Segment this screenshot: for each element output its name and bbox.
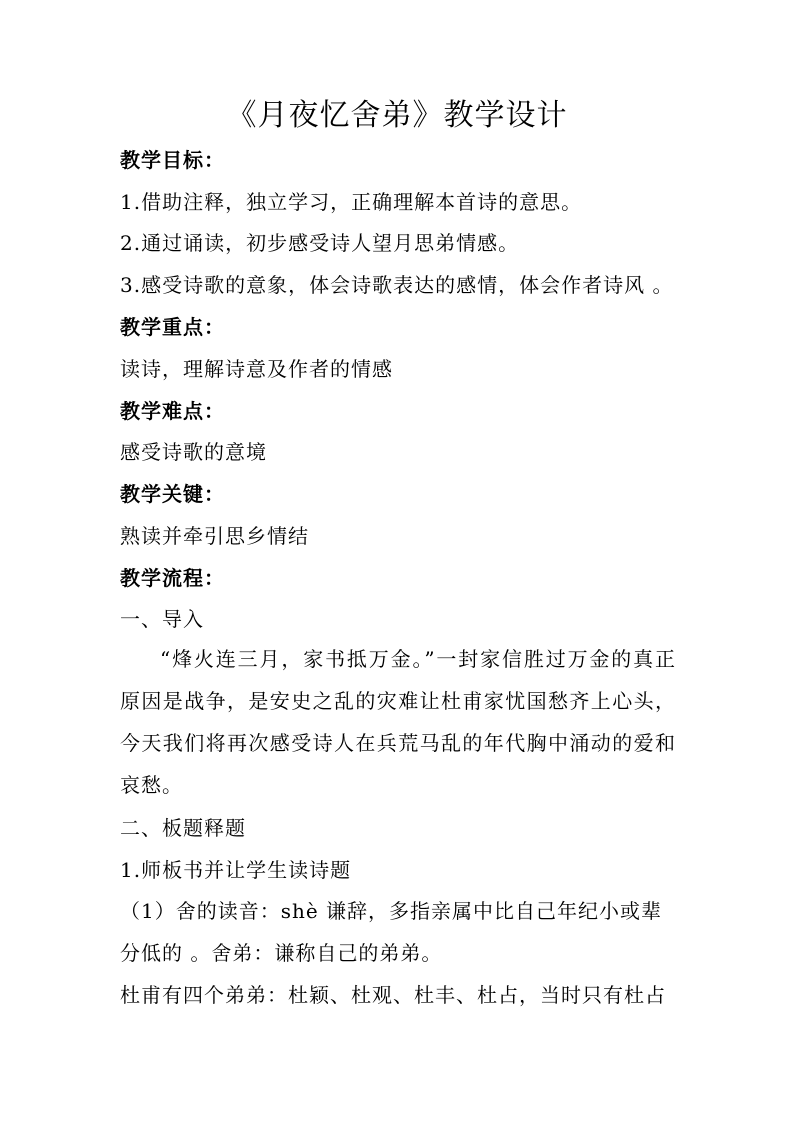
key-points-heading: 教学重点： xyxy=(120,315,225,339)
brothers-line: 杜甫有四个弟弟：杜颖、杜观、杜丰、杜占，当时只有杜占 xyxy=(120,983,666,1007)
document-title: 《月夜忆舍弟》教学设计 xyxy=(226,98,568,133)
step-1: 1.师板书并让学生读诗题 xyxy=(120,858,352,882)
goal-item-1: 1.借助注释，独立学习，正确理解本首诗的意思。 xyxy=(120,190,583,214)
section-1-title: 一、导入 xyxy=(120,607,204,631)
goal-item-3: 3.感受诗歌的意象，体会诗歌表达的感情，体会作者诗风 。 xyxy=(120,273,674,297)
key-text: 熟读并牵引思乡情结 xyxy=(120,524,309,548)
key-points-text: 读诗，理解诗意及作者的情感 xyxy=(120,357,393,381)
difficulties-heading: 教学难点： xyxy=(120,399,225,423)
process-heading: 教学流程： xyxy=(120,566,225,590)
note-1-line-2: 分低的 。舍弟：谦称自己的弟弟。 xyxy=(120,941,443,965)
intro-paragraph: “烽火连三月，家书抵万金。”一封家信胜过万金的真正原因是战争，是安史之乱的灾难让杜甫家忧国愁齐上心头，今天我们将再次感受诗人在兵荒马乱的年代胸中涌动的爱和哀愁。 xyxy=(120,647,676,797)
note-1-line-1: （1）舍的读音：shè 谦辞，多指亲属中比自己年纪小或辈 xyxy=(120,899,663,923)
key-heading: 教学关键： xyxy=(120,482,225,506)
section-2-title: 二、板题释题 xyxy=(120,816,246,840)
difficulties-text: 感受诗歌的意境 xyxy=(120,440,267,464)
goal-item-2: 2.通过诵读，初步感受诗人望月思弟情感。 xyxy=(120,231,520,255)
goals-heading: 教学目标： xyxy=(120,148,225,172)
